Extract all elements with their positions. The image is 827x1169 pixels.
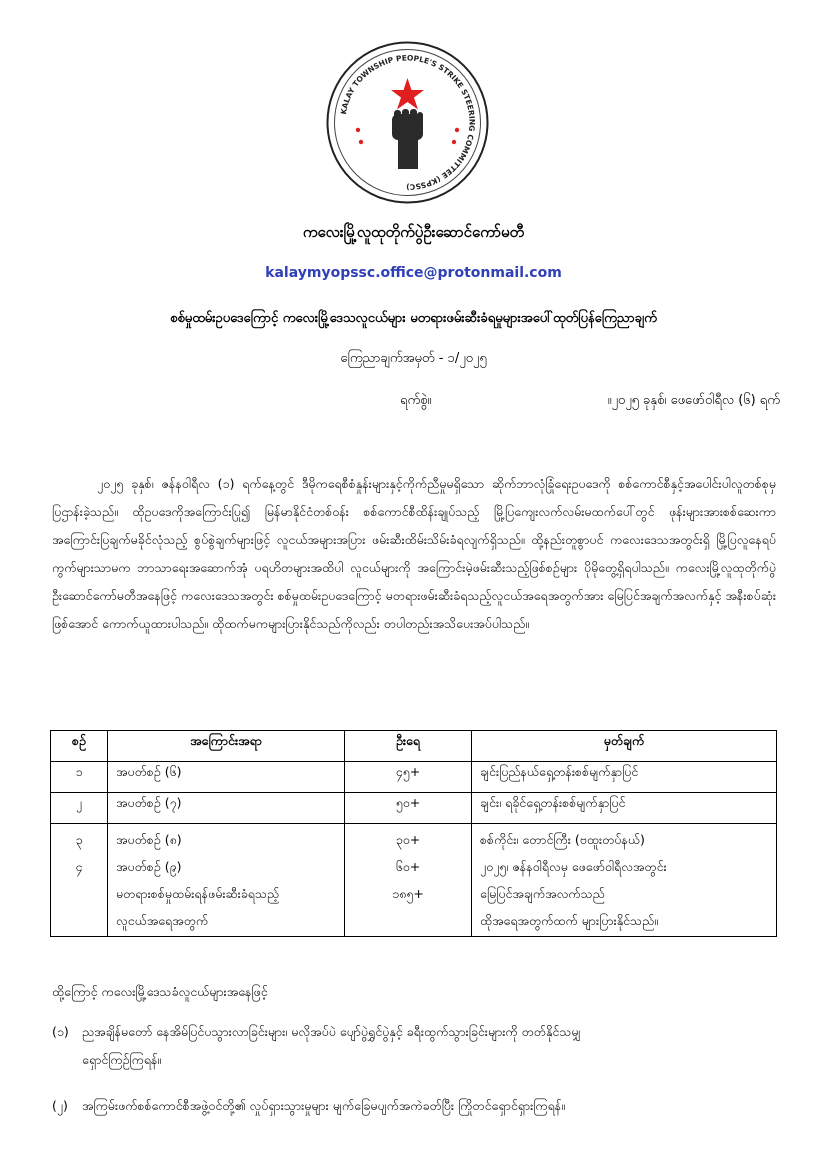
table-row-group: [51, 824, 777, 937]
detention-table: [50, 730, 777, 937]
header-topic: အကြောင်းအရာ: [108, 731, 345, 762]
contact-email[interactable]: kalaymyopssc.office@protonmail.com: [265, 265, 562, 281]
advice-item-2: [52, 1092, 776, 1120]
row-topic: အပတ်စဉ် (၇): [108, 793, 345, 824]
advice-item-2-text: အကြမ်းဖက်စစ်ကောင်စီအဖွဲ့ဝင်တို့၏ လှုပ်ရှားသွားမှုများ မျက်ခြေမပျက်အကဲခတ်ပြီး ကြိုတင်ရှောင်ရှားကြရန်။: [82, 1098, 566, 1113]
advice-item-1-line-2: ရှောင်ကြဉ်ကြရန်။: [82, 1052, 162, 1067]
row-count: ၅၀+: [345, 793, 472, 824]
header-count: ဦးရေ: [345, 731, 472, 762]
row-no: ၁: [51, 762, 108, 793]
row-no: ၂: [51, 793, 108, 824]
advice-item-1-number: (၁): [52, 1024, 69, 1039]
row-count: ၄၅+: [345, 762, 472, 793]
committee-logo: [325, 40, 490, 205]
group-topic: အပတ်စဉ် (၈) အပတ်စဉ် (၉) မတရားစစ်မှုထမ်းရန်ဖမ်းဆီးခံရသည့် လူငယ်အရေအတွက်: [108, 824, 345, 937]
advice-item-1: [52, 1018, 776, 1074]
advice-item-2-number: (၂): [52, 1098, 68, 1113]
group-count: ၃၀+ ၆၀+ ၁၈၅+: [345, 824, 472, 937]
table-row: [51, 762, 777, 793]
group-note: စစ်ကိုင်း၊ တောင်ကြီး (ဗထူးတပ်နယ်) ၂၀၂၅၊ ဇန်နဝါရီလမှ ဖေဖော်ဝါရီလအတွင်း မြေပြင်အချက်အလက်သည် ထိုအရေအတွက်ထက် များပြားနိုင်သည်။: [472, 824, 777, 937]
table-header-row: [51, 731, 777, 762]
statement-number: ကြေညာချက်အမှတ် - ၁/၂၀၂၅: [340, 351, 487, 366]
header-no: စဉ်: [51, 731, 108, 762]
date-line: [400, 392, 780, 411]
date-label: ရက်စွဲ။: [400, 393, 432, 408]
logo-ring-text: KALAY TOWNSHIP PEOPLE'S STRIKE STEERING COMMITTEE (KPSSC): [339, 53, 477, 192]
advice-intro: ထို့ကြောင့် ကလေးမြို့ဒေသခံလူငယ်များအနေဖြင့်: [52, 984, 268, 999]
header-note: မှတ်ချက်: [472, 731, 777, 762]
date-value: ။၂၀၂၅ ခုနှစ်၊ ဖေဖော်ဝါရီလ (၆) ရက်: [607, 393, 780, 408]
statement-paragraph: ၂၀၂၅ ခုနှစ်၊ ဇန်နဝါရီလ (၁) ရက်နေ့တွင် ဒီမိုကရေစီစံနှုန်းများနှင့်ကိုက်ညီမှုမရှိသော ဆိုက်ဘာလုံခြုံရေးဥပဒေကို စစ်ကောင်စီနှင့်အပေါင်းပါလူတစ်စုမှ ပြဌာန်းခဲ့သည်။ ထိုဥပဒေကိုအကြောင်းပြု၍ မြန်မာနိုင်ငံတစ်ဝန်း စစ်ကောင်စီထိန်းချုပ်သည့် မြို့ပြကျေးလက်လမ်းမထက်ပေါ်တွင် ဖုန်းများအားစစ်ဆေးကာ အကြောင်းပြချက်မခိုင်လုံသည့် စွပ်စွဲချက်များဖြင့် လူငယ်အများအပြား ဖမ်းဆီးထိမ်းသိမ်းခံရလျက်ရှိသည်။ ထို့နည်းတူစွာပင် ကလေးဒေသအတွင်းရှိ မြို့ပြလူနေရပ်ကွက်များသာမက ဘာသာရေးအဆောက်အုံ ပရဟိတများအထိပါ လူငယ်များကို အကြောင်းမဲ့ဖမ်းဆီးသည့်ဖြစ်စဉ်များ ပိုမိုတွေ့ရှိရပါသည်။ ကလေးမြို့လူထုတိုက်ပွဲဦးဆောင်ကော်မတီအနေဖြင့် ကလေးဒေသအတွင်း စစ်မှုထမ်းဥပဒေကြောင့် မတရားဖမ်းဆီးခံရသည့်လူငယ်အရေအတွက်အား မြေပြင်အချက်အလက်နှင့် အနီးစပ်ဆုံးဖြစ်အောင် ကောက်ယူထားပါသည်။ ထိုထက်မကများပြားနိုင်သည်ကိုလည်း တပါတည်းအသိပေးအပ်ပါသည်။: [52, 476, 776, 631]
row-topic: အပတ်စဉ် (၆): [108, 762, 345, 793]
group-no: ၃ ၄: [51, 824, 108, 937]
statement-title: စစ်မှုထမ်းဥပဒေကြောင့် ကလေးမြို့ဒေသလူငယ်များ မတရားဖမ်းဆီးခံရမှုများအပေါ်ထုတ်ပြန်ကြေညာချက်: [170, 311, 657, 326]
row-note: ချင်းပြည်နယ်ရှေ့တန်းစစ်မျက်နှာပြင်: [472, 762, 777, 793]
row-note: ချင်း၊ ရခိုင်ရှေ့တန်းစစ်မျက်နှာပြင်: [472, 793, 777, 824]
organization-name: ကလေးမြို့လူထုတိုက်ပွဲဦးဆောင်ကော်မတီ: [302, 223, 525, 241]
advice-item-1-line-1: ညအချိန်မတော် နေအိမ်ပြင်ပသွားလာခြင်းများ၊ မလိုအပ်ပဲ ပျော်ပွဲရွှင်ပွဲနှင့် ခရီးထွက်သွားခြင်းများကို တတ်နိုင်သမျှ: [82, 1024, 582, 1039]
table-row: [51, 793, 777, 824]
